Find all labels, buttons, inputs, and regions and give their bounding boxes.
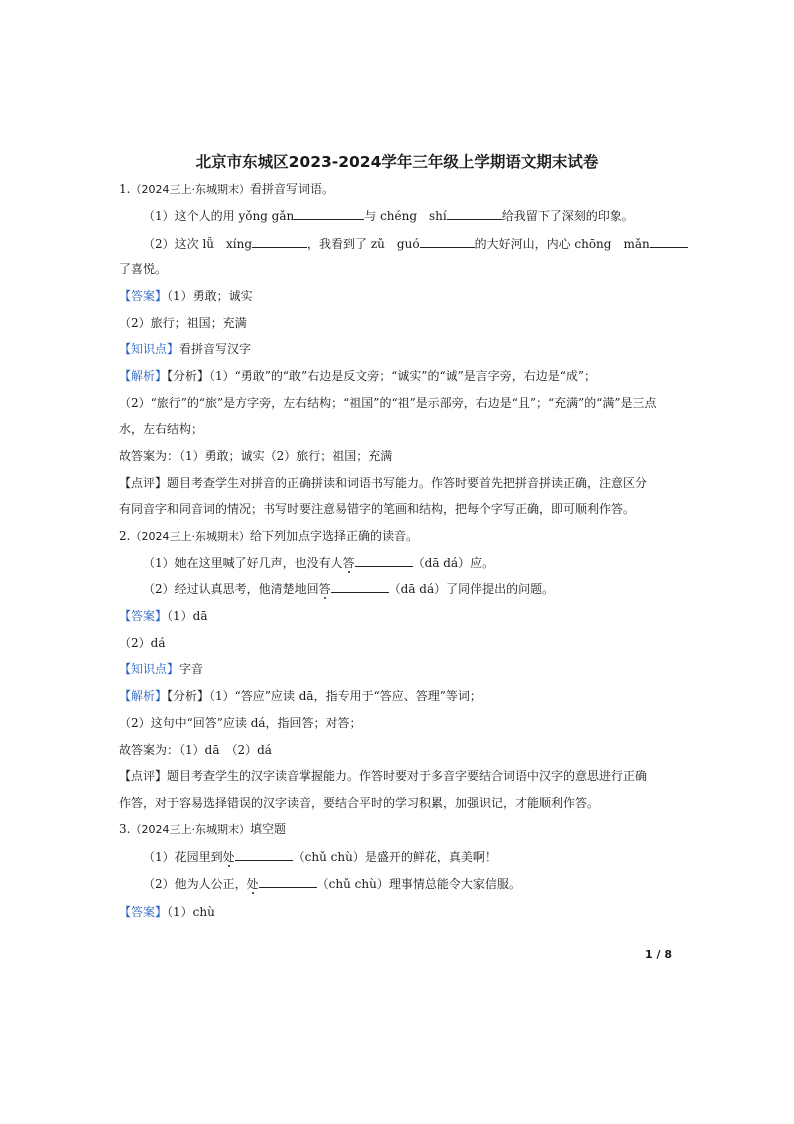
q2-knowledge: 【知识点】字音 (119, 662, 204, 676)
q1-prompt: 看拼音写词语。 (249, 182, 334, 196)
dotted-character: 处 (246, 877, 259, 891)
q1-analysis-1: 【解析】【分析】（1）“勇敢”的“敢”右边是反文旁；“诚实”的“诚”是言字旁，右边是“成”； (119, 369, 597, 383)
q2-comment-2: 作答，对于容易选择错误的汉字读音，要结合平时的学习积累，加强识记，才能顺利作答。 (119, 796, 600, 810)
q3-number: 3. (119, 822, 131, 836)
q2-source: （2024三上·东城期末） (130, 530, 250, 543)
answer-blank[interactable] (355, 554, 413, 567)
answer-blank[interactable] (650, 235, 688, 248)
dotted-character: 答 (342, 556, 355, 570)
q2-answer-2: （2）dá (119, 636, 166, 650)
q2-header (119, 528, 418, 545)
q2-analysis-1: 【解析】【分析】（1）“答应”应读 dā，指专用于“答应、答理”等词； (119, 689, 482, 703)
dotted-character: 答 (318, 582, 331, 596)
q1-sentence-1: （1）这个人的用 yǒng gǎn 与 chéng shí 给我留下了深刻的印象。 (143, 209, 634, 223)
answer-blank[interactable] (259, 875, 317, 888)
answer-blank[interactable] (331, 580, 389, 593)
q2-sentence-1: （1）她在这里喊了好几声，也没有人答 （dā dá）应。 (143, 556, 495, 570)
q2-sentence-2: （2）经过认真思考，他清楚地回答 （dā dá）了同伴提出的问题。 (143, 582, 555, 596)
q1-analysis-2: （2）“旅行”的“旅”是方字旁，左右结构；“祖国”的“祖”是示部旁，右边是“且”；“充满”的“满”是三点 (119, 396, 657, 410)
answer-blank[interactable] (447, 207, 502, 220)
q3-header (119, 821, 286, 838)
q1-header (119, 181, 334, 198)
q3-source: （2024三上·东城期末） (130, 823, 250, 836)
q3-sentence-1: （1）花园里到处 （chǔ chù）是盛开的鲜花，真美啊！ (143, 850, 497, 864)
q1-sentence-2-cont: 了喜悦。 (119, 262, 168, 276)
page-number: 1 / 8 (645, 948, 672, 961)
q1-answer: 【答案】（1）勇敢；诚实 (119, 289, 253, 303)
q2-final-answer: 故答案为：（1）dā （2）dá (119, 743, 272, 757)
q3-answer: 【答案】（1）chù (119, 905, 215, 919)
q1-source: （2024三上·东城期末） (130, 183, 250, 196)
answer-blank[interactable] (252, 235, 307, 248)
q1-comment-2: 有同音字和同音词的情况；书写时要注意易错字的笔画和结构，把每个字写正确，即可顺利作答。 (119, 502, 636, 516)
q1-answer-2: （2）旅行；祖国；充满 (119, 316, 247, 330)
q2-analysis-2: （2）这句中“回答”应读 dá，指回答；对答； (119, 716, 362, 730)
q1-knowledge: 【知识点】看拼音写汉字 (119, 342, 252, 356)
answer-blank[interactable] (235, 848, 293, 861)
q1-analysis-3: 水，左右结构； (119, 422, 204, 436)
page-title: 北京市东城区2023-2024学年三年级上学期语文期末试卷 (195, 153, 599, 171)
q2-comment-1: 【点评】题目考查学生的汉字读音掌握能力。作答时要对于多音字要结合词语中汉字的意思进行正确 (119, 769, 648, 783)
q1-number: 1. (119, 182, 131, 196)
q2-prompt: 给下列加点字选择正确的读音。 (249, 529, 418, 543)
q3-prompt: 填空题 (249, 822, 286, 836)
q1-comment-1: 【点评】题目考查学生对拼音的正确拼读和词语书写能力。作答时要首先把拼音拼读正确，注意区分 (119, 476, 648, 490)
q3-sentence-2: （2）他为人公正，处 （chǔ chù）理事情总能令大家信服。 (143, 877, 521, 891)
q1-final-answer: 故答案为：（1）勇敢；诚实（2）旅行；祖国；充满 (119, 449, 393, 463)
answer-blank[interactable] (420, 235, 475, 248)
dotted-character: 处 (222, 850, 235, 864)
q2-answer: 【答案】（1）dā (119, 609, 208, 623)
answer-blank[interactable] (294, 207, 364, 220)
q2-number: 2. (119, 529, 131, 543)
q1-sentence-2: （2）这次 lǚ xíng ，我看到了 zǔ guó 的大好河山，内心 chōng mǎn (143, 235, 688, 252)
